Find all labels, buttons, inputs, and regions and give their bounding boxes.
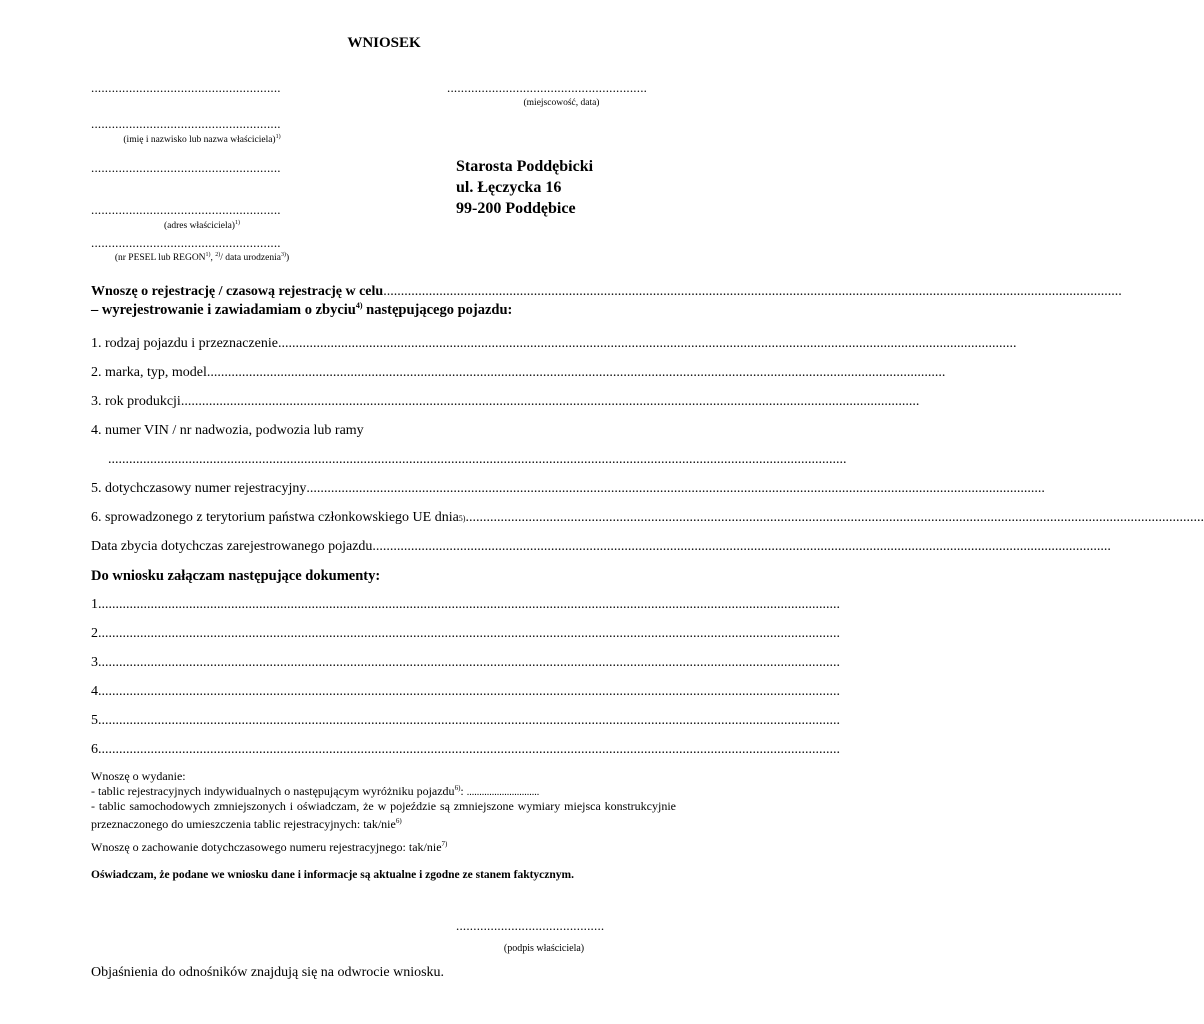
recipient-city: 99-200 Poddębice (456, 200, 576, 217)
attachment-4-input[interactable]: ................................................................................................................................................................................................................... (101, 684, 840, 699)
request-line-2: – wyrejestrowanie i zawiadamiam o zbyciu$^{4)}$ następującego pojazdu: (91, 301, 513, 318)
attachment-5: 5. ................................................................................................................................................................................................................... (91, 713, 840, 728)
attachments-heading: Do wniosku załączam następujące dokumenty: (91, 568, 381, 584)
field-vehicle-type: 1. rodzaj pojazdu i przeznaczenie ................................................................................................................................................................................................................... (91, 336, 1017, 351)
retain-number-statement: Wnoszę o zachowanie dotychczasowego numeru rejestracyjnego: tak/nie$^{7)}$ (91, 840, 448, 854)
field-vin-input[interactable]: ................................................................................................................................................................................................................... (108, 452, 847, 467)
owner-address-caption: (adres właściciela)$^{1)}$ (164, 220, 240, 232)
attachment-4: 4. ................................................................................................................................................................................................................... (91, 684, 840, 699)
attachment-2-input[interactable]: ................................................................................................................................................................................................................... (101, 626, 840, 641)
owner-address-line-2[interactable]: ....................................................... (91, 202, 281, 217)
attachment-6-input[interactable]: ................................................................................................................................................................................................................... (101, 742, 840, 757)
attachment-1: 1. ................................................................................................................................................................................................................... (91, 597, 840, 612)
field-vin (108, 452, 847, 468)
attachment-6: 6. ................................................................................................................................................................................................................... (91, 742, 840, 757)
field-disposal-date-input[interactable]: ................................................................................................................................................................................................................... (372, 539, 1111, 554)
field-import-date-input[interactable]: ................................................................................................................................................................................................................... (465, 510, 1204, 525)
issuance-item-reduced-plates: - tablic samochodowych zmniejszonych i oświadczam, że w pojeździe są zmniejszone wymiary miejsca konstrukcyjnie przeznaczonego do umieszczenia tablic rejestracyjnych: tak/nie$^{6)}$ (91, 799, 676, 831)
signature-caption: (podpis właściciela) (503, 943, 585, 954)
field-vehicle-type-input[interactable]: ................................................................................................................................................................................................................... (277, 336, 1017, 351)
request-line-1: Wnoszę o rejestrację / czasową rejestrację w celu ................................................................................................................................................................................................................... (91, 284, 1122, 299)
attachment-2: 2. ................................................................................................................................................................................................................... (91, 626, 840, 641)
place-date-line[interactable]: .......................................................... (447, 80, 648, 95)
issuance-item-individual-plates: - tablic rejestracyjnych indywidualnych o następującym wyróżniku pojazdu$^{6)}$: ............................. (91, 784, 540, 798)
document-title: WNIOSEK (347, 35, 421, 51)
footnote-explanation: Objaśnienia do odnośników znajdują się na odwrocie wniosku. (91, 965, 445, 980)
issuance-heading: Wnoszę o wydanie: (91, 769, 186, 783)
owner-name-line-2[interactable]: ....................................................... (91, 116, 281, 131)
pesel-caption: (nr PESEL lub REGON$^{1)}$, $^{2)}$/ data urodzenia$^{3)}$) (114, 252, 290, 264)
plate-identifier-input[interactable]: ............................. (466, 787, 540, 798)
field-make-model: 2. marka, typ, model ................................................................................................................................................................................................................... (91, 365, 946, 380)
field-disposal-date: Data zbycia dotychczas zarejestrowanego pojazdu ................................................................................................................................................................................................................... (91, 539, 1111, 554)
field-previous-registration: 5. dotychczasowy numer rejestracyjny ................................................................................................................................................................................................................... (91, 481, 1045, 496)
field-previous-registration-input[interactable]: ................................................................................................................................................................................................................... (306, 481, 1045, 496)
pesel-line[interactable]: ....................................................... (91, 235, 281, 250)
field-production-year: 3. rok produkcji ................................................................................................................................................................................................................... (91, 394, 920, 409)
owner-name-caption: (imię i nazwisko lub nazwa właściciela)$^{1)}$ (123, 134, 281, 146)
attachment-3-input[interactable]: ................................................................................................................................................................................................................... (101, 655, 840, 670)
field-make-model-input[interactable]: ................................................................................................................................................................................................................... (206, 365, 946, 380)
attachment-1-input[interactable]: ................................................................................................................................................................................................................... (101, 597, 840, 612)
owner-name-line-1[interactable]: ....................................................... (91, 80, 281, 95)
recipient-street: ul. Łęczycka 16 (456, 179, 562, 196)
attachment-3: 3. ................................................................................................................................................................................................................... (91, 655, 840, 670)
signature-line[interactable]: ........................................... (456, 918, 605, 933)
recipient-name: Starosta Poddębicki (456, 158, 594, 175)
declaration-statement: Oświadczam, że podane we wniosku dane i informacje są aktualne i zgodne ze stanem faktycznym. (91, 869, 574, 881)
owner-address-line-1[interactable]: ....................................................... (91, 160, 281, 175)
attachment-5-input[interactable]: ................................................................................................................................................................................................................... (101, 713, 840, 728)
field-import-date: 6. sprowadzonego z terytorium państwa członkowskiego UE dnia 5) ................................................................................................................................................................................................................... (91, 510, 1204, 525)
field-vin-label: 4. numer VIN / nr nadwozia, podwozia lub ramy (91, 423, 364, 438)
field-production-year-input[interactable]: ................................................................................................................................................................................................................... (180, 394, 920, 409)
place-date-caption: (miejscowość, data) (523, 98, 600, 108)
request-purpose-field[interactable]: ................................................................................................................................................................................................................... (383, 284, 1122, 299)
